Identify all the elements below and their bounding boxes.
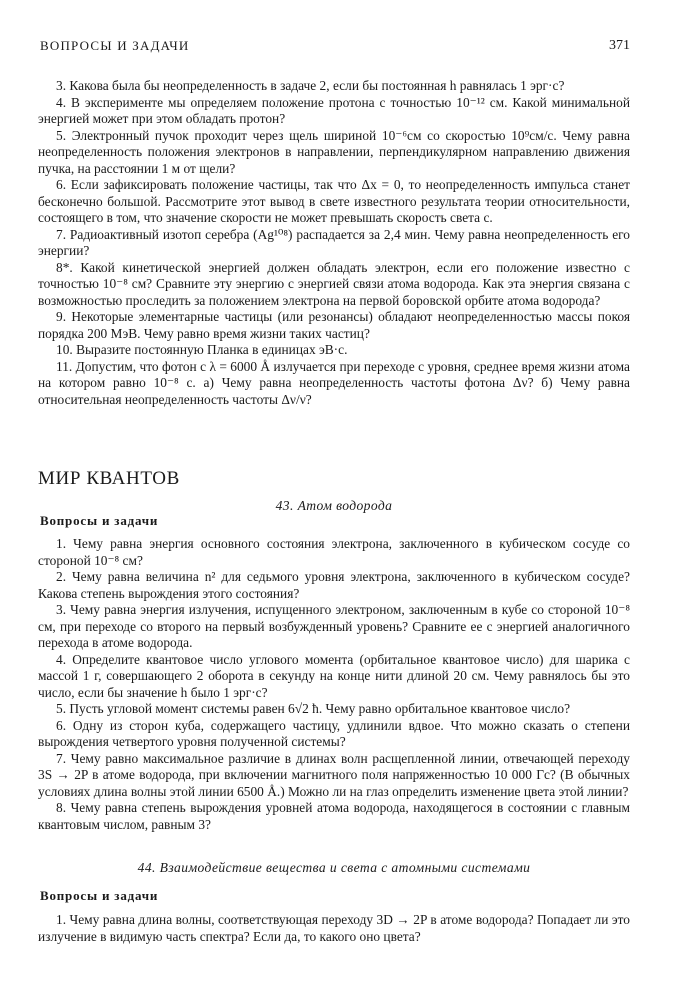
question-item: 1. Чему равна длина волны, соответствующая переходу 3D → 2P в атоме водорода? Попадает ли это излучение в видимую часть спектра? Если да, то какого оно цвета? <box>38 912 630 944</box>
question-item: 4. В эксперименте мы определяем положение протона с точностью 10⁻¹² см. Какой минимальной энергией может при этом обладать протон? <box>38 94 630 126</box>
question-item: 4. Определите квантовое число углового момента (орбитальное квантовое число) для шарика с массой 1 г, совершающего 2 оборота в секунду на конце нити длиной 20 см. Чему равнялось бы это число, если бы значение h было 1 эрг·с? <box>38 651 630 700</box>
section-44-questions <box>38 912 630 945</box>
question-item: 2. Чему равна величина n² для седьмого уровня электрона, заключенного в кубическом сосуде? Какова степень вырождения этого состояния? <box>38 569 630 601</box>
questions-block <box>38 78 630 408</box>
question-item: 6. Одну из сторон куба, содержащего частицу, удлинили вдвое. Что можно сказать о степени вырождения четвертого уровня полученной системы? <box>38 717 630 749</box>
header-title: ВОПРОСЫ И ЗАДАЧИ <box>40 38 190 53</box>
section-44-subheading: Вопросы и задачи <box>40 888 159 903</box>
question-item: 3. Чему равна энергия излучения, испущенного электроном, заключенным в кубе со стороной 10⁻⁸ см, при переходе со второго на первый возбужденный уровень? Сравните ее с энергией аналогичного перехода в атоме водорода. <box>38 602 630 650</box>
running-header <box>38 38 630 58</box>
question-item: 6. Если зафиксировать положение частицы, так что Δx = 0, то неопределенность импульса станет бесконечно большой. Рассмотрите этот вывод в свете известного результата теории относительности, состоящего в том, что значение скорости не может превышать скорость света c. <box>38 177 630 225</box>
question-item: 8. Чему равна степень вырождения уровней атома водорода, находящегося в состоянии с главным квантовым числом, равным 3? <box>38 800 630 832</box>
question-item: 5. Электронный пучок проходит через щель шириной 10⁻⁶см со скоростью 10⁹см/с. Чему равна неопределенность положения электронов в направлении, перпендикулярном направлению движения пучка, на расстоянии 1 м от щели? <box>38 127 630 176</box>
section-43-subheading: Вопросы и задачи <box>40 513 159 528</box>
question-item: 11. Допустим, что фотон с λ = 6000 Å излучается при переходе с уровня, среднее время жизни атома на котором равно 10⁻⁸ с. а) Чему равна неопределенность частоты фотона Δν? б) Чему равна относительная неопределенность частоты Δν/ν? <box>38 358 630 407</box>
question-item: 7. Чему равно максимальное различие в длинах волн расщепленной линии, отвечающей переходу 3S → 2P в атоме водорода, при включении магнитного поля напряженностью 10 000 Гс? (В обычных условиях длина волны этой линии 6500 Å.) Можно ли на глаз определить изменение цвета этой линии? <box>38 750 630 799</box>
question-item: 7. Радиоактивный изотоп серебра (Ag¹⁰⁸) распадается за 2,4 мин. Чему равна неопределенность его энергии? <box>38 226 630 258</box>
question-item: 10. Выразите постоянную Планка в единицах эВ·с. <box>56 342 348 357</box>
section-44-title: 44. Взаимодействие вещества и света с атомными системами <box>137 860 531 875</box>
question-item: 8*. Какой кинетической энергией должен обладать электрон, если его положение известно с точностью 10⁻⁸ см? Сравните эту энергию с энергией связи атома водорода. Как эта энергия связана с возможностью проследить за положением электрона на первой боровской орбите атома водорода? <box>38 259 630 308</box>
question-item: 9. Некоторые элементарные частицы (или резонансы) обладают неопределенностью массы покоя порядка 200 МэВ. Чему равно время жизни таких частиц? <box>38 309 630 341</box>
page-number: 371 <box>609 38 630 53</box>
question-item: 5. Пусть угловой момент системы равен 6√2 ħ. Чему равно орбитальное квантовое число? <box>56 701 571 716</box>
question-item: 1. Чему равна энергия основного состояния электрона, заключенного в кубическом сосуде со стороной 10⁻⁸ см? <box>38 536 630 568</box>
question-item: 3. Какова была бы неопределенность в задаче 2, если бы постоянная h равнялась 1 эрг·с? <box>56 78 565 93</box>
section-43-questions <box>38 536 630 833</box>
chapter-title: МИР КВАНТОВ <box>38 468 180 489</box>
section-43-title: 43. Атом водорода <box>275 498 393 513</box>
